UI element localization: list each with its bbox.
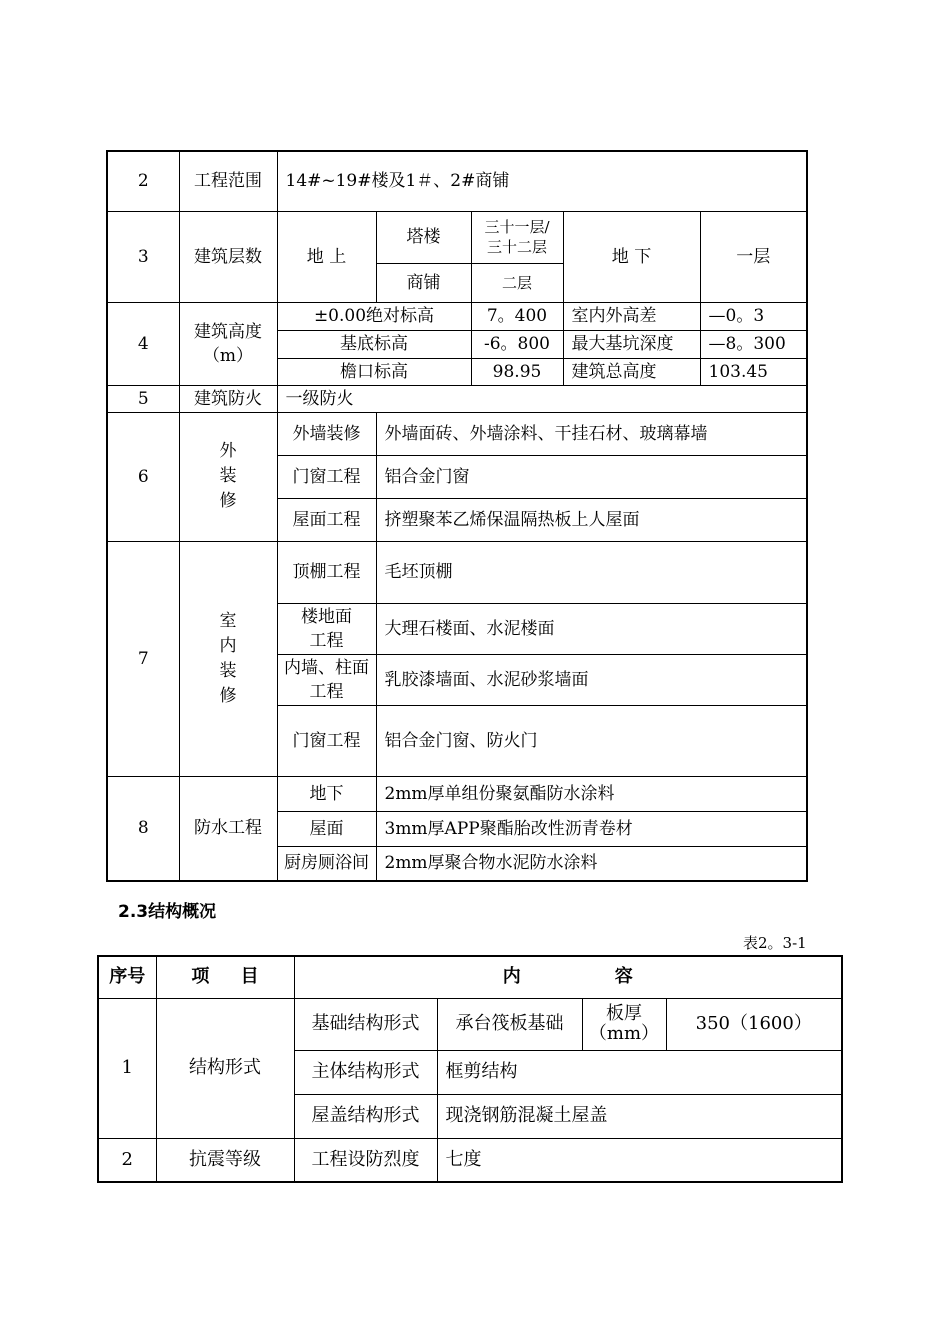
item-key-line1: 内墙、柱面 bbox=[284, 657, 369, 678]
item-value: 2mm厚聚合物水泥防水涂料 bbox=[376, 846, 807, 881]
field-value: 承台筏板基础 bbox=[437, 998, 582, 1050]
height-key: 室内外高差 bbox=[563, 302, 700, 330]
item-value: 外墙面砖、外墙涂料、干挂石材、玻璃幕墙 bbox=[376, 412, 807, 455]
header-content: 内 容 bbox=[294, 956, 842, 998]
item-key-line1: 楼地面 bbox=[301, 606, 352, 627]
thickness-value: 350（1600） bbox=[666, 998, 842, 1050]
row-label-vertical bbox=[179, 541, 277, 776]
row-number: 2 bbox=[107, 151, 179, 211]
item-key: 门窗工程 bbox=[277, 705, 376, 776]
row-label: 工程范围 bbox=[179, 151, 277, 211]
table-row bbox=[107, 151, 807, 211]
row-number: 4 bbox=[107, 302, 179, 385]
item-value: 挤塑聚苯乙烯保温隔热板上人屋面 bbox=[376, 498, 807, 541]
field-key: 基础结构形式 bbox=[294, 998, 437, 1050]
item-key: 屋面 bbox=[277, 811, 376, 846]
item-key: 门窗工程 bbox=[277, 455, 376, 498]
item-key-line2: 工程 bbox=[309, 681, 344, 702]
fire-rating-value: 一级防火 bbox=[277, 385, 807, 412]
row-number: 3 bbox=[107, 211, 179, 302]
row-label: 结构形式 bbox=[156, 998, 294, 1138]
building-overview-table bbox=[106, 150, 808, 882]
item-value: 2mm厚单组份聚氨酯防水涂料 bbox=[376, 776, 807, 811]
height-value: 98.95 bbox=[471, 358, 563, 385]
label-char: 室 bbox=[219, 610, 237, 631]
field-key: 屋盖结构形式 bbox=[294, 1094, 437, 1138]
row-number: 8 bbox=[107, 776, 179, 881]
height-label-line1: 建筑高度 bbox=[194, 321, 262, 342]
height-value: —8。300 bbox=[700, 330, 807, 358]
field-key: 主体结构形式 bbox=[294, 1050, 437, 1094]
item-value: 3mm厚APP聚酯胎改性沥青卷材 bbox=[376, 811, 807, 846]
height-key: 最大基坑深度 bbox=[563, 330, 700, 358]
label-char: 装 bbox=[219, 466, 237, 486]
below-ground-label: 地 下 bbox=[563, 211, 700, 302]
label-char: 修 bbox=[219, 491, 237, 511]
item-key: 屋面工程 bbox=[277, 498, 376, 541]
item-key-line2: 工程 bbox=[309, 630, 344, 651]
height-value: -6。800 bbox=[471, 330, 563, 358]
row-number: 1 bbox=[98, 998, 156, 1138]
label-char: 装 bbox=[219, 660, 237, 681]
row-label bbox=[179, 302, 277, 385]
tower-label: 塔楼 bbox=[376, 211, 471, 263]
height-value: 103.45 bbox=[700, 358, 807, 385]
row-label: 建筑层数 bbox=[179, 211, 277, 302]
item-key: 厨房厕浴间 bbox=[277, 846, 376, 881]
label-char: 修 bbox=[219, 685, 237, 706]
header-item: 项 目 bbox=[156, 956, 294, 998]
table-caption: 表2。3-1 bbox=[743, 934, 807, 952]
item-value: 大理石楼面、水泥楼面 bbox=[376, 603, 807, 654]
row-label: 建筑防火 bbox=[179, 385, 277, 412]
thickness-label bbox=[582, 998, 666, 1050]
label-char: 内 bbox=[219, 635, 237, 656]
item-value: 毛坯顶棚 bbox=[376, 541, 807, 603]
shop-floors: 二层 bbox=[471, 263, 563, 302]
table-row bbox=[107, 211, 807, 263]
structure-overview-table bbox=[97, 955, 843, 1183]
row-label: 防水工程 bbox=[179, 776, 277, 881]
height-key: ±0.00绝对标高 bbox=[277, 302, 471, 330]
item-value: 铝合金门窗、防火门 bbox=[376, 705, 807, 776]
table-header-row bbox=[98, 956, 842, 998]
field-value: 七度 bbox=[437, 1138, 842, 1182]
table-row bbox=[107, 776, 807, 811]
tower-floors bbox=[471, 211, 563, 263]
item-key bbox=[277, 654, 376, 705]
below-ground-value: 一层 bbox=[700, 211, 807, 302]
table-row bbox=[107, 412, 807, 455]
height-value: 7。400 bbox=[471, 302, 563, 330]
tower-floors-line1: 三十一层/ bbox=[484, 218, 550, 236]
row-number: 7 bbox=[107, 541, 179, 776]
table-row bbox=[107, 302, 807, 330]
thickness-label-line2: （mm） bbox=[588, 1023, 660, 1044]
table-row bbox=[98, 1138, 842, 1182]
above-ground-label: 地 上 bbox=[277, 211, 376, 302]
height-label-line2: （m） bbox=[202, 345, 254, 366]
table-row bbox=[107, 385, 807, 412]
header-no: 序号 bbox=[98, 956, 156, 998]
item-value: 乳胶漆墙面、水泥砂浆墙面 bbox=[376, 654, 807, 705]
row-number: 5 bbox=[107, 385, 179, 412]
label-char: 外 bbox=[219, 441, 237, 461]
section-title: 2.3结构概况 bbox=[118, 902, 217, 922]
item-key: 外墙装修 bbox=[277, 412, 376, 455]
tower-floors-line2: 三十二层 bbox=[486, 238, 547, 256]
project-scope-value: 14#~19#楼及1＃、2#商铺 bbox=[277, 151, 807, 211]
height-key: 檐口标高 bbox=[277, 358, 471, 385]
row-label: 抗震等级 bbox=[156, 1138, 294, 1182]
shop-label: 商铺 bbox=[376, 263, 471, 302]
item-key: 地下 bbox=[277, 776, 376, 811]
height-key: 建筑总高度 bbox=[563, 358, 700, 385]
height-value: —0。3 bbox=[700, 302, 807, 330]
row-number: 2 bbox=[98, 1138, 156, 1182]
item-key: 顶棚工程 bbox=[277, 541, 376, 603]
field-value: 现浇钢筋混凝土屋盖 bbox=[437, 1094, 842, 1138]
thickness-label-line1: 板厚 bbox=[606, 1003, 642, 1024]
table-row bbox=[98, 998, 842, 1050]
item-key bbox=[277, 603, 376, 654]
item-value: 铝合金门窗 bbox=[376, 455, 807, 498]
field-value: 框剪结构 bbox=[437, 1050, 842, 1094]
row-label-vertical bbox=[179, 412, 277, 541]
field-key: 工程设防烈度 bbox=[294, 1138, 437, 1182]
table-row bbox=[107, 541, 807, 603]
height-key: 基底标高 bbox=[277, 330, 471, 358]
row-number: 6 bbox=[107, 412, 179, 541]
